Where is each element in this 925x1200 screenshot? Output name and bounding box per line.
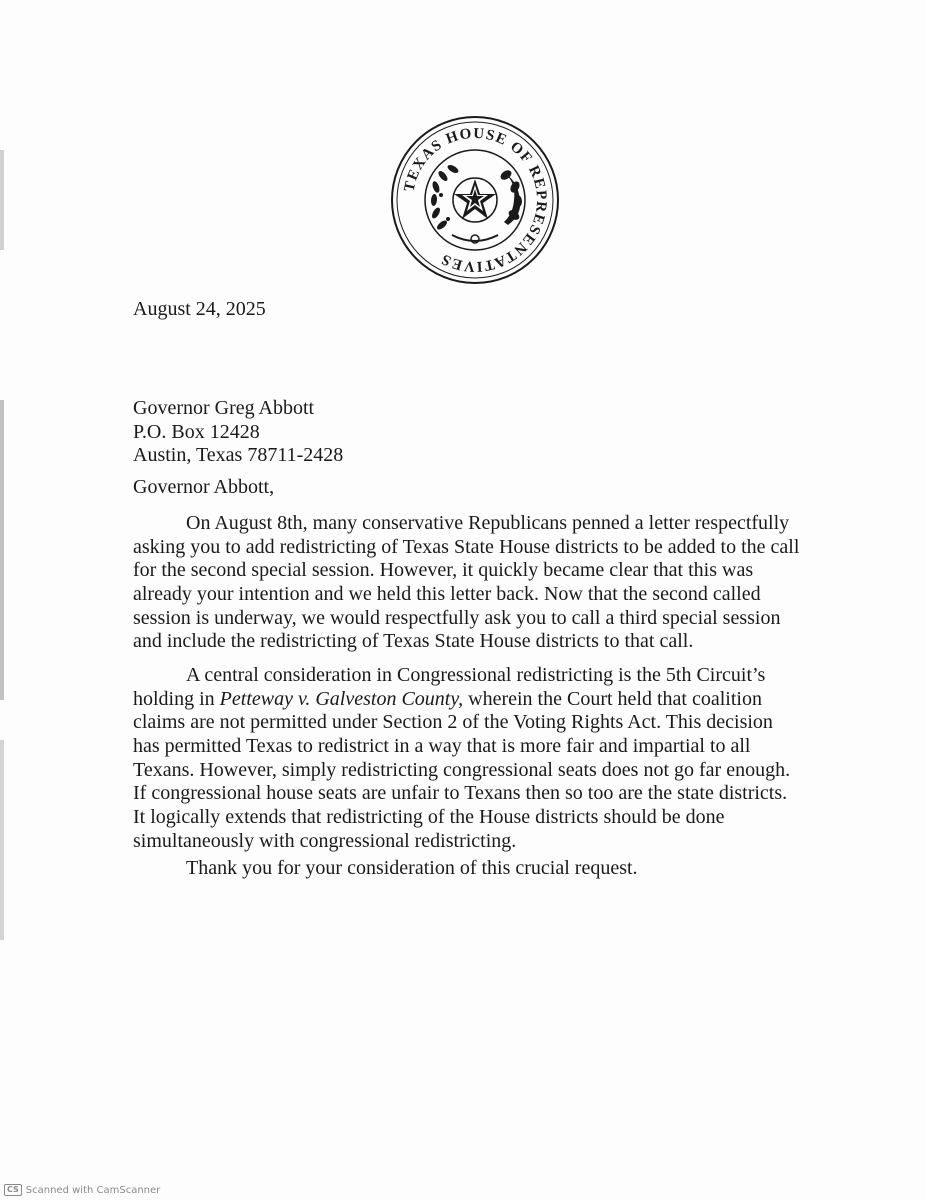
house-seal-icon — [390, 115, 560, 285]
paragraph-line: session is underway, we would respectfully ask you to call a third special session — [133, 606, 781, 629]
scanner-watermark — [4, 1184, 160, 1196]
recipient-city: Austin, Texas 78711-2428 — [133, 444, 344, 467]
paragraph-line: On August 8th, many conservative Republicans penned a letter respectfully — [186, 512, 790, 534]
camscanner-icon: CS — [4, 1184, 22, 1196]
paragraph-line — [133, 688, 790, 712]
watermark-text: Scanned with CamScanner — [25, 1184, 161, 1196]
text-segment: holding in — [133, 687, 220, 710]
paragraph-1 — [133, 512, 799, 654]
paragraph-line: Thank you for your consideration of this crucial request. — [186, 857, 638, 879]
paragraph-line: asking you to add redistricting of Texas State House districts to be added to the call — [133, 535, 800, 558]
paragraph-line: Texans. However, simply redistricting congressional seats does not go far enough. — [133, 758, 791, 781]
paragraph-line: A central consideration in Congressional redistricting is the 5th Circuit’s — [186, 664, 766, 686]
paragraph-line: already your intention and we held this letter back. Now that the second called — [133, 583, 761, 606]
case-citation: Petteway v. Galveston County, — [219, 687, 464, 710]
paragraph-line: for the second special session. However, it quickly became clear that this was — [133, 559, 754, 582]
seal-ring-text: TEXAS HOUSE OF REPRESENTATIVES — [401, 125, 550, 275]
salutation: Governor Abbott, — [133, 476, 275, 498]
paragraph-line: If congressional house seats are unfair to Texans then so too are the state districts. — [133, 782, 788, 805]
paragraph-3 — [133, 857, 638, 881]
paragraph-line: claims are not permitted under Section 2 of the Voting Rights Act. This decision — [133, 711, 773, 734]
paragraph-line: It logically extends that redistricting of the House districts should be done — [133, 806, 725, 829]
scan-edge-mark — [0, 400, 4, 700]
scan-edge-mark — [0, 740, 4, 940]
paragraph-line: simultaneously with congressional redistricting. — [133, 829, 517, 852]
paragraph-line: and include the redistricting of Texas State House districts to that call. — [133, 630, 694, 653]
letter-date: August 24, 2025 — [133, 298, 266, 320]
paragraph-2 — [133, 664, 790, 854]
recipient-name: Governor Greg Abbott — [133, 397, 315, 419]
scan-edge-mark — [0, 150, 4, 250]
text-segment: wherein the Court held that coalition — [463, 687, 762, 710]
recipient-address — [133, 397, 343, 468]
recipient-po-box: P.O. Box 12428 — [133, 420, 260, 443]
paragraph-line: has permitted Texas to redistrict in a way that is more fair and impartial to all — [133, 735, 751, 758]
